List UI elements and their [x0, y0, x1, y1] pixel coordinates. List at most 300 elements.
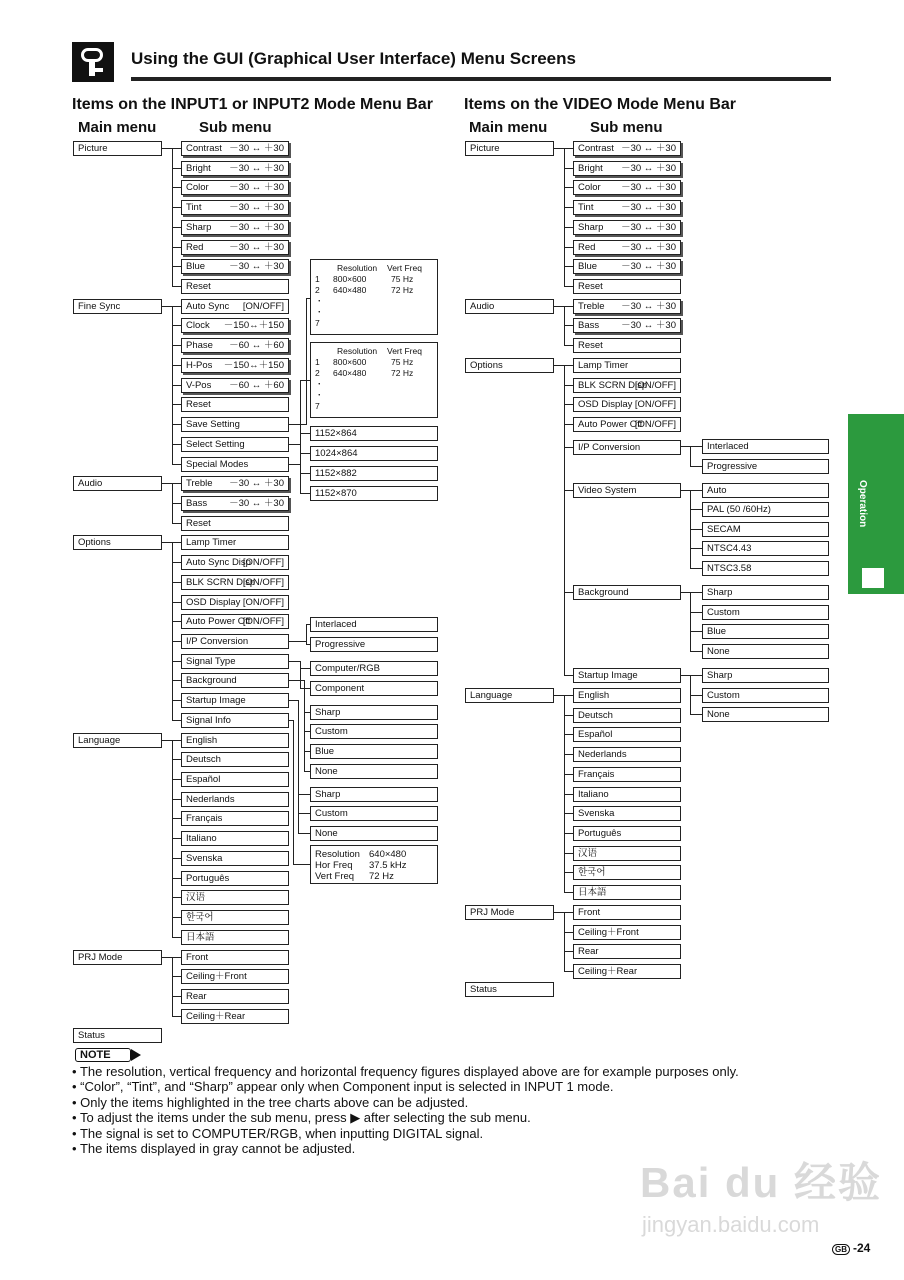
ip-option[interactable]: [310, 617, 438, 632]
tree-connector: [564, 872, 573, 873]
menu-item-range: －30 ↔ ＋30: [229, 242, 284, 253]
sub-menu-item[interactable]: [181, 811, 289, 826]
tree-connector: [306, 298, 307, 425]
sub-menu-item[interactable]: [181, 733, 289, 748]
tree-connector: [172, 621, 181, 622]
menu-item-range: －30 ↔ ＋30: [621, 222, 676, 233]
tree-connector: [289, 700, 298, 701]
sub-menu-item[interactable]: [573, 688, 681, 703]
menu-item-label: Language: [78, 735, 121, 746]
main-menu-1[interactable]: [73, 299, 162, 314]
sub-menu-item[interactable]: [181, 457, 289, 472]
sub-menu-item[interactable]: [573, 865, 681, 880]
tree-connector: [690, 651, 702, 652]
tree-connector: [300, 688, 310, 689]
res-index: ・: [315, 307, 324, 317]
sub-menu-item[interactable]: [181, 299, 289, 314]
menu-item-label: 日本語: [186, 932, 215, 943]
sub-menu-item[interactable]: [181, 654, 289, 669]
menu-item-range: [ON/OFF]: [242, 301, 284, 312]
tree-connector: [172, 542, 173, 721]
sub-menu-item[interactable]: [573, 440, 681, 455]
tree-connector: [289, 680, 304, 681]
menu-item-label: Startup Image: [186, 695, 246, 706]
tree-connector: [172, 266, 181, 267]
res-head: Resolution: [337, 346, 378, 356]
menu-item-label: Reset: [186, 281, 211, 292]
page-number: [832, 1241, 870, 1255]
menu-item-label: Component: [315, 683, 365, 694]
sub-menu-item[interactable]: [573, 141, 681, 156]
menu-item-label: 1024×864: [315, 448, 358, 459]
sub-menu-item[interactable]: [573, 806, 681, 821]
sub-menu-item[interactable]: [573, 708, 681, 723]
sub-menu-item[interactable]: [181, 476, 289, 491]
sub-menu-item[interactable]: [573, 358, 681, 373]
menu-item-label: Treble: [186, 478, 213, 489]
sub-menu-item[interactable]: [573, 787, 681, 802]
info-label: Hor Freq: [315, 860, 353, 871]
menu-item-label: Treble: [578, 301, 605, 312]
tree-connector: [564, 912, 573, 913]
menu-item-range: －30 ↔ ＋30: [229, 261, 284, 272]
sub-menu-item[interactable]: [181, 555, 289, 570]
sub-menu-item[interactable]: [573, 259, 681, 274]
video-system-option[interactable]: [702, 522, 829, 537]
menu-item-label: Nederlands: [578, 749, 627, 760]
background-option[interactable]: [702, 605, 829, 620]
menu-item-label: 1152×864: [315, 428, 357, 439]
tree-connector: [172, 917, 181, 918]
sub-menu-item[interactable]: [181, 634, 289, 649]
menu-item-label: Clock: [186, 320, 210, 331]
sub-menu-item[interactable]: [573, 299, 681, 314]
tree-connector: [172, 542, 181, 543]
menu-item-label: Custom: [315, 808, 348, 819]
background-option[interactable]: [310, 705, 438, 720]
tree-connector: [690, 446, 691, 467]
startup-option[interactable]: [702, 707, 829, 722]
menu-item-label: Signal Info: [186, 715, 231, 726]
menu-item-label: Save Setting: [186, 419, 240, 430]
tree-connector: [300, 453, 310, 454]
operation-side-tab: [848, 414, 904, 594]
menu-item-range: －30 ↔ ＋30: [229, 498, 284, 509]
menu-item-label: Options: [78, 537, 111, 548]
menu-item-label: Auto Sync Disp: [186, 557, 251, 568]
sub-menu-item[interactable]: [573, 747, 681, 762]
right-section-heading: Items on the VIDEO Mode Menu Bar: [464, 96, 737, 113]
special-mode-option[interactable]: [310, 446, 438, 461]
sub-menu-item[interactable]: [181, 180, 289, 195]
signal-option[interactable]: [310, 681, 438, 696]
menu-item-label: Sharp: [707, 587, 733, 598]
background-option[interactable]: [702, 624, 829, 639]
menu-item-label: Blue: [578, 261, 598, 272]
menu-item-label: Custom: [707, 607, 740, 618]
background-option[interactable]: [702, 644, 829, 659]
sub-menu-item[interactable]: [181, 950, 289, 965]
menu-item-label: Computer/RGB: [315, 663, 380, 674]
main-menu-5[interactable]: [73, 950, 162, 965]
sub-menu-item[interactable]: [181, 871, 289, 886]
tree-connector: [172, 404, 181, 405]
sub-menu-item[interactable]: [181, 831, 289, 846]
startup-option[interactable]: [310, 826, 438, 841]
menu-item-label: Interlaced: [707, 441, 749, 452]
menu-item-label: Reset: [186, 399, 211, 410]
menu-item-label: Sharp: [315, 707, 341, 718]
sub-menu-item[interactable]: [181, 930, 289, 945]
tree-connector: [172, 700, 181, 701]
menu-item-label: OSD Display: [186, 597, 241, 608]
sub-menu-item[interactable]: [573, 585, 681, 600]
res-value: 800×600: [333, 357, 367, 367]
sub-menu-item[interactable]: [181, 910, 289, 925]
menu-item-label: Reset: [186, 518, 211, 529]
tree-connector: [564, 754, 573, 755]
tree-connector: [172, 720, 181, 721]
menu-item-label: H-Pos: [186, 360, 213, 371]
video-system-option[interactable]: [702, 483, 829, 498]
startup-option[interactable]: [702, 668, 829, 683]
main-menu-2[interactable]: [465, 358, 554, 373]
tree-connector: [172, 148, 181, 149]
sub-menu-item[interactable]: [181, 141, 289, 156]
sub-menu-item[interactable]: [181, 772, 289, 787]
tree-connector: [300, 668, 310, 669]
special-mode-option[interactable]: [310, 426, 438, 441]
sub-menu-item[interactable]: [573, 826, 681, 841]
video-system-option[interactable]: [702, 502, 829, 517]
video-system-option[interactable]: [702, 561, 829, 576]
background-option[interactable]: [310, 764, 438, 779]
tree-connector: [289, 661, 300, 662]
sub-menu-item[interactable]: [573, 318, 681, 333]
sub-menu-item[interactable]: [181, 535, 289, 550]
menu-item-range: [ON/OFF]: [242, 557, 284, 568]
tree-connector: [564, 813, 573, 814]
res-freq: 75 Hz: [391, 274, 414, 284]
page-title: Using the GUI (Graphical User Interface) Menu Screens: [131, 49, 576, 68]
menu-item-label: Português: [578, 828, 622, 839]
sub-menu-item[interactable]: [573, 397, 681, 412]
sub-menu-item[interactable]: [181, 595, 289, 610]
watermark-url: jingyan.baidu.com: [642, 1212, 820, 1237]
tree-connector: [690, 490, 702, 491]
menu-item-label: Contrast: [578, 143, 614, 154]
menu-item-range: －150↔＋150: [223, 360, 284, 371]
sub-menu-item[interactable]: [181, 1009, 289, 1024]
menu-item-label: 한국어: [578, 867, 606, 878]
info-label: Resolution: [315, 849, 360, 860]
sub-menu-item[interactable]: [181, 437, 289, 452]
menu-item-label: PRJ Mode: [78, 952, 123, 963]
tree-connector: [304, 680, 305, 772]
tree-connector: [564, 306, 573, 307]
sub-menu-item[interactable]: [573, 483, 681, 498]
startup-option[interactable]: [702, 688, 829, 703]
sub-menu-item[interactable]: [181, 220, 289, 235]
menu-item-label: Background: [186, 675, 237, 686]
menu-item-label: PRJ Mode: [470, 907, 515, 918]
res-head: Vert Freq: [387, 263, 422, 273]
main-menu-0[interactable]: [465, 141, 554, 156]
sub-menu-item[interactable]: [181, 516, 289, 531]
menu-item-label: Ceiling＋Front: [578, 927, 639, 938]
menu-item-label: Bright: [186, 163, 211, 174]
main-menu-status[interactable]: [465, 982, 554, 997]
tree-connector: [172, 424, 181, 425]
menu-item-range: [ON/OFF]: [634, 380, 676, 391]
tree-connector: [300, 433, 301, 494]
sub-menu-item[interactable]: [181, 890, 289, 905]
res-value: 640×480: [333, 368, 367, 378]
left-main-menu-label: Main menu: [78, 119, 157, 136]
menu-item-label: Italiano: [186, 833, 217, 844]
sub-menu-item[interactable]: [181, 496, 289, 511]
sub-menu-item[interactable]: [181, 240, 289, 255]
main-menu-2[interactable]: [73, 476, 162, 491]
tree-connector: [172, 878, 181, 879]
tree-connector: [564, 207, 573, 208]
sub-menu-item[interactable]: [181, 989, 289, 1004]
res-head: Vert Freq: [387, 346, 422, 356]
sub-menu-item[interactable]: [573, 200, 681, 215]
tree-connector: [690, 675, 702, 676]
res-value: 640×480: [333, 285, 367, 295]
tree-connector: [564, 247, 573, 248]
tree-connector: [172, 582, 181, 583]
tree-connector: [564, 187, 573, 188]
menu-item-label: 汉语: [186, 892, 206, 903]
menu-item-label: 汉语: [578, 848, 598, 859]
menu-item-range: －30 ↔ ＋30: [621, 202, 676, 213]
tree-connector: [690, 631, 702, 632]
tree-connector: [172, 897, 181, 898]
sub-menu-item[interactable]: [573, 925, 681, 940]
sub-menu-item[interactable]: [181, 713, 289, 728]
tree-connector: [564, 447, 573, 448]
special-mode-option[interactable]: [310, 466, 438, 481]
sub-menu-item[interactable]: [181, 358, 289, 373]
sub-menu-item[interactable]: [181, 575, 289, 590]
menu-item-label: I/P Conversion: [186, 636, 249, 647]
sub-menu-item[interactable]: [181, 338, 289, 353]
startup-option[interactable]: [310, 806, 438, 821]
tree-connector: [300, 473, 310, 474]
sub-menu-item[interactable]: [573, 905, 681, 920]
sub-menu-item[interactable]: [573, 378, 681, 393]
sub-menu-item[interactable]: [181, 792, 289, 807]
sub-menu-item[interactable]: [181, 417, 289, 432]
menu-item-label: Options: [470, 360, 503, 371]
tree-connector: [300, 433, 310, 434]
sub-menu-item[interactable]: [573, 668, 681, 683]
tree-connector: [172, 957, 181, 958]
ip-option[interactable]: [702, 439, 829, 454]
sub-menu-item[interactable]: [573, 417, 681, 432]
sub-menu-item[interactable]: [181, 673, 289, 688]
sub-menu-item[interactable]: [181, 161, 289, 176]
tree-connector: [172, 503, 181, 504]
tree-connector: [172, 523, 181, 524]
menu-item-label: Language: [470, 690, 513, 701]
sub-menu-item[interactable]: [181, 259, 289, 274]
menu-item-label: Red: [186, 242, 204, 253]
menu-item-range: [ON/OFF]: [634, 419, 676, 430]
main-menu-3[interactable]: [465, 688, 554, 703]
note-list: [72, 1064, 739, 1156]
sub-menu-item[interactable]: [573, 180, 681, 195]
menu-item-label: English: [578, 690, 610, 701]
tree-connector: [304, 731, 310, 732]
menu-item-range: [ON/OFF]: [242, 577, 284, 588]
menu-item-label: Français: [578, 769, 615, 780]
sub-menu-item[interactable]: [573, 161, 681, 176]
video-system-option[interactable]: [702, 541, 829, 556]
sub-menu-item[interactable]: [181, 200, 289, 215]
tree-connector: [172, 602, 181, 603]
sub-menu-item[interactable]: [181, 851, 289, 866]
menu-item-label: Interlaced: [315, 619, 357, 630]
sub-menu-item[interactable]: [181, 318, 289, 333]
res-index: ・: [315, 390, 324, 400]
tree-connector: [564, 853, 573, 854]
startup-option[interactable]: [310, 787, 438, 802]
background-option[interactable]: [310, 724, 438, 739]
menu-item-label: Audio: [78, 478, 103, 489]
note-item: • The resolution, vertical frequency and horizontal frequency figures displayed above are for example purposes only.: [72, 1064, 739, 1079]
menu-item-range: －60 ↔ ＋60: [229, 340, 284, 351]
tree-connector: [690, 466, 702, 467]
sub-menu-item[interactable]: [573, 338, 681, 353]
menu-item-label: Contrast: [186, 143, 222, 154]
main-menu-1[interactable]: [465, 299, 554, 314]
sub-menu-item[interactable]: [573, 846, 681, 861]
menu-item-range: －30 ↔ ＋30: [621, 182, 676, 193]
tree-connector: [564, 365, 573, 366]
menu-item-label: PAL (50 /60Hz): [707, 504, 771, 515]
menu-item-range: －30 ↔ ＋30: [229, 163, 284, 174]
sub-menu-item[interactable]: [181, 969, 289, 984]
menu-item-label: Signal Type: [186, 656, 236, 667]
tree-connector: [172, 247, 181, 248]
background-option[interactable]: [310, 744, 438, 759]
menu-item-label: None: [315, 828, 338, 839]
menu-item-label: Bass: [186, 498, 208, 509]
tree-connector: [289, 464, 300, 465]
tree-connector: [564, 345, 573, 346]
menu-item-label: Video System: [578, 485, 637, 496]
tree-connector: [564, 794, 573, 795]
menu-item-label: Color: [186, 182, 209, 193]
tree-connector: [564, 148, 573, 149]
menu-item-label: SECAM: [707, 524, 741, 535]
save-setting-table: [310, 259, 438, 335]
res-head: Resolution: [337, 263, 378, 273]
menu-item-label: 1152×882: [315, 468, 357, 479]
menu-item-label: Tint: [578, 202, 594, 213]
main-menu-4[interactable]: [465, 905, 554, 920]
sub-menu-item[interactable]: [573, 964, 681, 979]
tree-connector: [172, 740, 173, 938]
sub-menu-item[interactable]: [573, 767, 681, 782]
menu-item-label: None: [315, 766, 338, 777]
menu-item-label: Auto Sync: [186, 301, 230, 312]
menu-item-label: Deutsch: [578, 710, 613, 721]
menu-item-label: Reset: [578, 340, 603, 351]
tree-connector: [564, 266, 573, 267]
menu-item-label: Deutsch: [186, 754, 221, 765]
res-index: 2: [315, 285, 320, 295]
sub-menu-item[interactable]: [181, 279, 289, 294]
main-menu-0[interactable]: [73, 141, 162, 156]
sub-menu-item[interactable]: [181, 397, 289, 412]
tree-connector: [564, 774, 573, 775]
tree-connector: [564, 715, 573, 716]
tree-connector: [172, 345, 181, 346]
note-item: • The items displayed in gray cannot be adjusted.: [72, 1141, 739, 1156]
tree-connector: [690, 592, 691, 652]
main-menu-status[interactable]: [73, 1028, 162, 1043]
sub-menu-item[interactable]: [573, 220, 681, 235]
note-item: • Only the items highlighted in the tree charts above can be adjusted.: [72, 1095, 739, 1110]
left-section-heading: Items on the INPUT1 or INPUT2 Mode Menu Bar: [72, 96, 433, 113]
sub-menu-item[interactable]: [573, 279, 681, 294]
background-option[interactable]: [702, 585, 829, 600]
sub-menu-item[interactable]: [181, 614, 289, 629]
sub-menu-item[interactable]: [573, 944, 681, 959]
signal-info-panel: [310, 845, 438, 884]
menu-item-label: Red: [578, 242, 596, 253]
menu-item-label: BLK SCRN Disp: [578, 380, 648, 391]
res-index: 7: [315, 318, 320, 328]
signal-option[interactable]: [310, 661, 438, 676]
sub-menu-item[interactable]: [573, 885, 681, 900]
sub-menu-item[interactable]: [181, 378, 289, 393]
menu-item-label: Auto Power Off: [186, 616, 251, 627]
tree-connector: [172, 838, 181, 839]
menu-item-label: Español: [578, 729, 613, 740]
sub-menu-item[interactable]: [181, 752, 289, 767]
tree-connector: [172, 227, 181, 228]
ip-option[interactable]: [310, 637, 438, 652]
menu-item-label: Front: [186, 952, 209, 963]
ip-option[interactable]: [702, 459, 829, 474]
main-menu-4[interactable]: [73, 733, 162, 748]
special-mode-option[interactable]: [310, 486, 438, 501]
left-sub-menu-label: Sub menu: [199, 119, 272, 136]
menu-item-label: Special Modes: [186, 459, 249, 470]
menu-item-label: Reset: [578, 281, 603, 292]
tree-connector: [293, 720, 294, 865]
res-value: 800×600: [333, 274, 367, 284]
menu-item-range: [ON/OFF]: [634, 399, 676, 410]
main-menu-3[interactable]: [73, 535, 162, 550]
menu-item-range: －30 ↔ ＋30: [621, 143, 676, 154]
sub-menu-item[interactable]: [573, 727, 681, 742]
sub-menu-item[interactable]: [573, 240, 681, 255]
sub-menu-item[interactable]: [181, 693, 289, 708]
menu-item-label: Sharp: [315, 789, 341, 800]
tree-connector: [298, 813, 310, 814]
menu-item-label: Français: [186, 813, 223, 824]
menu-item-label: None: [707, 646, 730, 657]
menu-item-range: －30 ↔ ＋30: [229, 202, 284, 213]
menu-item-label: Background: [578, 587, 629, 598]
menu-item-label: English: [186, 735, 218, 746]
